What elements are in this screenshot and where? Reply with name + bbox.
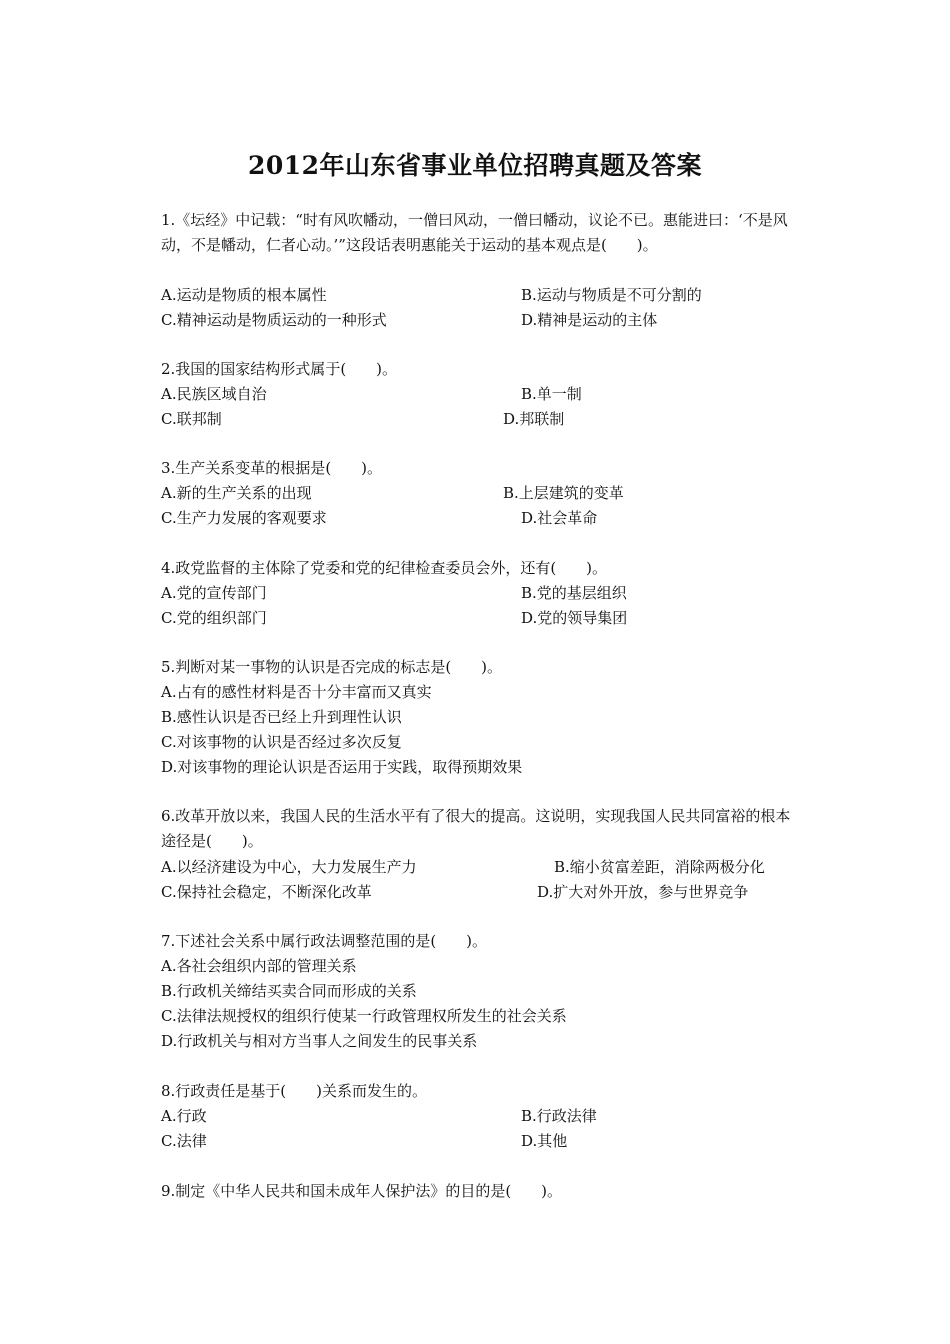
question-6-stem: 6.改革开放以来，我国人民的生活水平有了很大的提高。这说明，实现我国人民共同富裕的根本途径是( )。: [161, 807, 791, 850]
question-6-option-d: D.扩大对外开放，参与世界竞争: [537, 883, 749, 901]
question-8-stem: 8.行政责任是基于( )关系而发生的。: [161, 1082, 428, 1100]
question-2-stem: 2.我国的国家结构形式属于( )。: [161, 360, 398, 378]
question-2-option-c: C.联邦制: [161, 410, 222, 428]
question-4-option-a: A.党的宣传部门: [161, 584, 267, 602]
question-4-option-b: B.党的基层组织: [521, 584, 627, 602]
question-8-option-d: D.其他: [521, 1132, 568, 1150]
question-5-option-c: C.对该事物的认识是否经过多次反复: [161, 733, 402, 751]
question-7-option-a: A.各社会组织内部的管理关系: [161, 957, 357, 975]
question-1-option-d: D.精神是运动的主体: [521, 311, 658, 329]
question-6-option-b: B.缩小贫富差距，消除两极分化: [554, 858, 765, 876]
question-5-stem: 5.判断对某一事物的认识是否完成的标志是( )。: [161, 658, 503, 676]
question-3-option-a: A.新的生产关系的出现: [161, 484, 312, 502]
question-7-option-c: C.法律法规授权的组织行使某一行政管理权所发生的社会关系: [161, 1007, 567, 1025]
question-5-option-b: B.感性认识是否已经上升到理性认识: [161, 708, 402, 726]
question-1-option-c: C.精神运动是物质运动的一种形式: [161, 311, 387, 329]
page-title: 2012年山东省事业单位招聘真题及答案: [247, 151, 703, 180]
question-9-stem: 9.制定《中华人民共和国未成年人保护法》的目的是( )。: [161, 1182, 563, 1200]
question-4-option-d: D.党的领导集团: [521, 609, 628, 627]
question-7-option-b: B.行政机关缔结买卖合同而形成的关系: [161, 982, 417, 1000]
question-2-option-a: A.民族区域自治: [161, 385, 267, 403]
question-7-option-d: D.行政机关与相对方当事人之间发生的民事关系: [161, 1032, 478, 1050]
question-2-option-b: B.单一制: [521, 385, 582, 403]
question-1-option-b: B.运动与物质是不可分割的: [521, 286, 702, 304]
question-3-option-d: D.社会革命: [521, 509, 598, 527]
question-8-option-b: B.行政法律: [521, 1107, 597, 1125]
question-2-option-d: D.邦联制: [503, 410, 565, 428]
question-6-option-a: A.以经济建设为中心，大力发展生产力: [161, 858, 417, 876]
question-1-stem: 1.《坛经》中记载：“时有风吹幡动，一僧曰风动，一僧曰幡动，议论不已。惠能进曰：‘不是风动，不是幡动，仁者心动。’”这段话表明惠能关于运动的基本观点是( )。: [161, 211, 788, 254]
question-5-option-d: D.对该事物的理论认识是否运用于实践，取得预期效果: [161, 758, 523, 776]
question-4-option-c: C.党的组织部门: [161, 609, 267, 627]
question-8-option-c: C.法律: [161, 1132, 207, 1150]
question-5-option-a: A.占有的感性材料是否十分丰富而又真实: [161, 683, 432, 701]
question-6-option-c: C.保持社会稳定，不断深化改革: [161, 883, 372, 901]
question-7-stem: 7.下述社会关系中属行政法调整范围的是( )。: [161, 932, 488, 950]
question-3-stem: 3.生产关系变革的根据是( )。: [161, 459, 383, 477]
question-8-option-a: A.行政: [161, 1107, 207, 1125]
question-1-option-a: A.运动是物质的根本属性: [161, 286, 327, 304]
question-4-stem: 4.政党监督的主体除了党委和党的纪律检查委员会外，还有( )。: [161, 559, 608, 577]
question-3-option-b: B.上层建筑的变革: [503, 484, 624, 502]
question-3-option-c: C.生产力发展的客观要求: [161, 509, 327, 527]
